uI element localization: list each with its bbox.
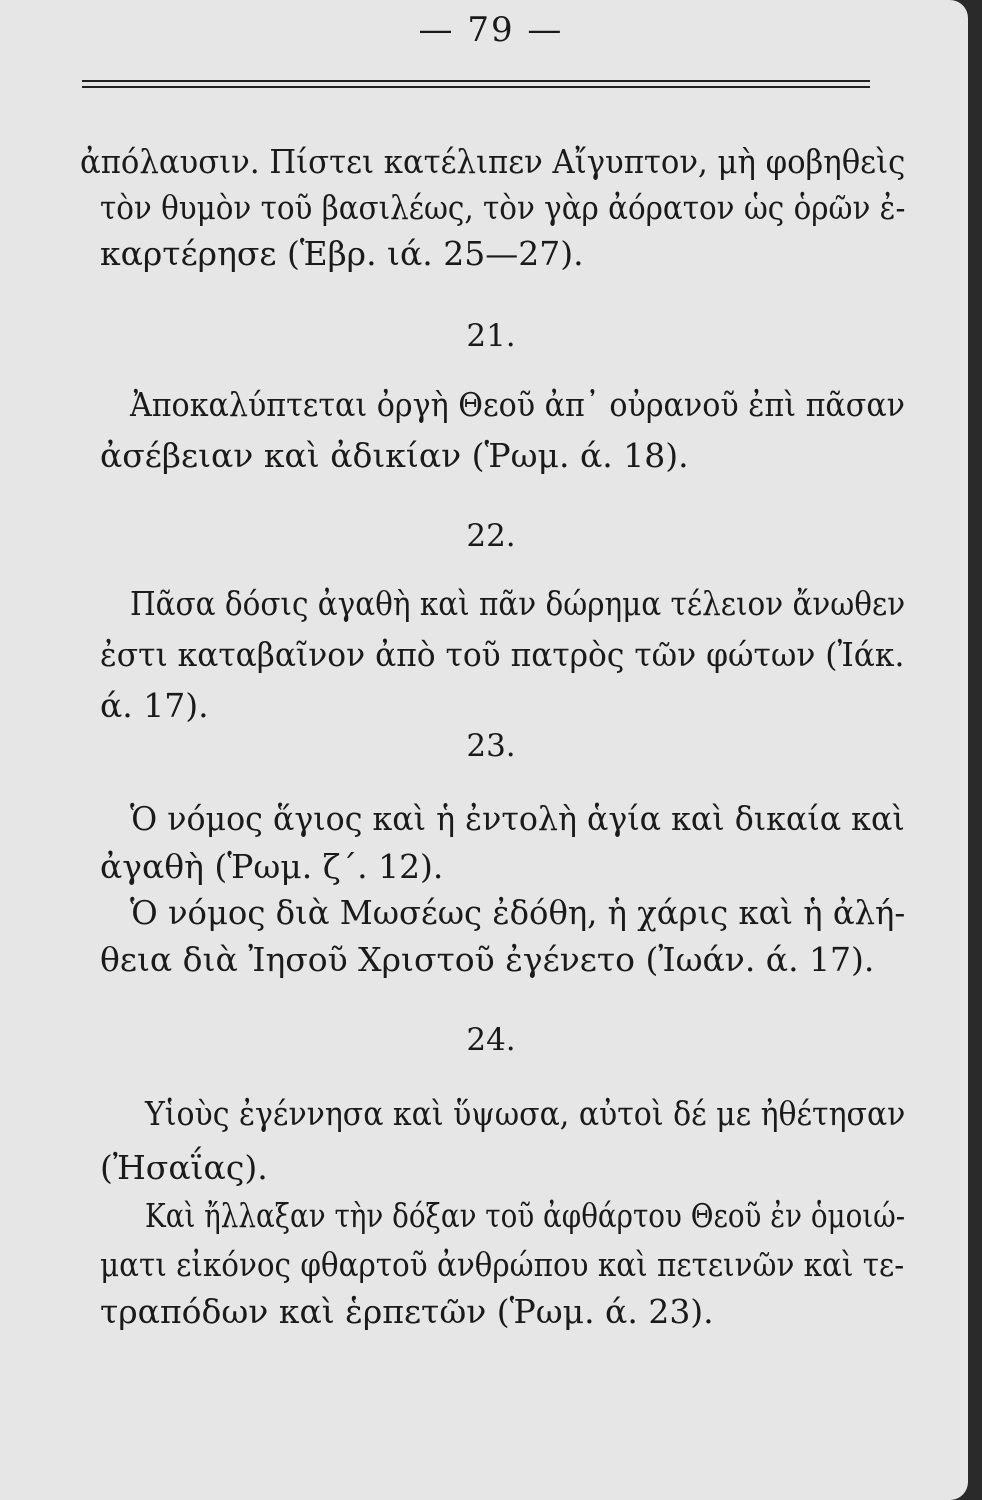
text-line: ἀσέβειαν καὶ ἀδικίαν (Ῥωμ. ά. 18). bbox=[100, 436, 689, 475]
text-line: καρτέρησε (Ἑβρ. ιά. 25—27). bbox=[100, 234, 584, 273]
text-line: τὸν θυμὸν τοῦ βασιλέως, τὸν γὰρ ἀόρατον ὡς ὁρῶν ἐ- bbox=[100, 188, 906, 227]
section-number: 21. bbox=[466, 318, 516, 354]
text-line: ἀγαθὴ (Ῥωμ. ζ΄. 12). bbox=[100, 847, 444, 886]
text-line: Ὁ νόμος ἅγιος καὶ ἡ ἐντολὴ ἁγία καὶ δικαία καὶ bbox=[130, 799, 905, 838]
text-line: Ὁ νόμος διὰ Μωσέως ἐδόθη, ἡ χάρις καὶ ἡ ἀλή- bbox=[130, 893, 906, 932]
text-line: θεια διὰ Ἰησοῦ Χριστοῦ ἐγένετο (Ἰωάν. ά. 17). bbox=[100, 940, 875, 979]
text-line: Καὶ ἤλλαξαν τὴν δόξαν τοῦ ἀφθάρτου Θεοῦ ἐν ὁμοιώ- bbox=[145, 1196, 906, 1235]
header-rule bbox=[82, 80, 870, 88]
section-number: 24. bbox=[466, 1022, 516, 1058]
text-line: Ἀποκαλύπτεται ὀργὴ Θεοῦ ἀπ᾽ οὐρανοῦ ἐπὶ πᾶσαν bbox=[130, 385, 905, 424]
text-line: (Ἠσαΐας). bbox=[100, 1148, 268, 1187]
section-number: 23. bbox=[466, 728, 516, 764]
text-line: ματι εἰκόνος φθαρτοῦ ἀνθρώπου καὶ πετεινῶν καὶ τε- bbox=[100, 1245, 905, 1284]
section-number: 22. bbox=[466, 518, 516, 554]
text-line: Πᾶσα δόσις ἀγαθὴ καὶ πᾶν δώρημα τέλειον ἄνωθεν bbox=[130, 584, 906, 623]
text-line: τραπόδων καὶ ἑρπετῶν (Ῥωμ. ά. 23). bbox=[100, 1292, 714, 1331]
text-line: ά. 17). bbox=[100, 686, 209, 725]
text-line: Υἱοὺς ἐγέννησα καὶ ὕψωσα, αὐτοὶ δέ με ἠθέτησαν bbox=[145, 1094, 906, 1133]
text-line: ἀπόλαυσιν. Πίστει κατέλιπεν Αἴγυπτον, μὴ φοβηθεὶς bbox=[80, 142, 906, 181]
page-number: — 79 — bbox=[418, 10, 564, 50]
text-line: ἐστι καταβαῖνον ἀπὸ τοῦ πατρὸς τῶν φώτων (Ἰάκ. bbox=[100, 635, 905, 674]
